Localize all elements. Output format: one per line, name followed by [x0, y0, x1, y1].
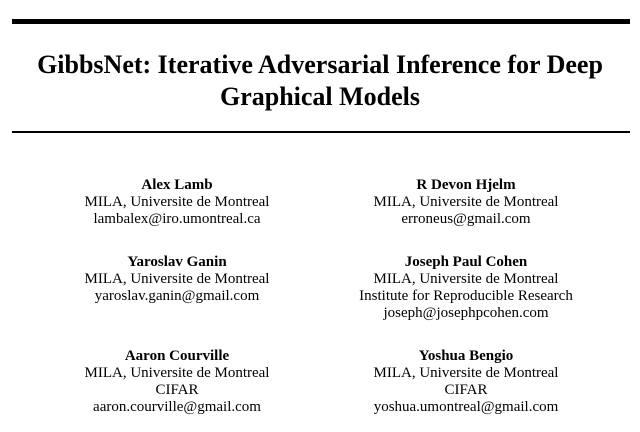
author-name: R Devon Hjelm: [416, 177, 516, 193]
author-affiliation: Institute for Reproducible Research: [359, 288, 573, 304]
author-affiliation: MILA, Universite de Montreal: [373, 365, 559, 381]
title-line: Graphical Models: [219, 82, 421, 111]
author-name: Aaron Courville: [124, 348, 230, 364]
title-top-rule: [12, 19, 630, 24]
author-name: Yaroslav Ganin: [127, 254, 227, 270]
title-line: GibbsNet: Iterative Adversarial Inference for Deep: [37, 50, 603, 79]
author-affiliation: MILA, Universite de Montreal: [373, 194, 559, 210]
author-affiliation: MILA, Universite de Montreal: [84, 365, 270, 381]
author-affiliation: MILA, Universite de Montreal: [84, 194, 270, 210]
author-affiliation: MILA, Universite de Montreal: [84, 271, 270, 287]
author-affiliation: MILA, Universite de Montreal: [373, 271, 559, 287]
author-email: lambalex@iro.umontreal.ca: [93, 211, 261, 227]
author-affiliation: CIFAR: [155, 382, 199, 398]
author-name: Joseph Paul Cohen: [404, 254, 528, 270]
author-block: [27, 177, 327, 228]
author-email: erroneus@gmail.com: [401, 211, 531, 227]
author-email: yaroslav.ganin@gmail.com: [94, 288, 260, 304]
author-affiliation: CIFAR: [444, 382, 488, 398]
author-block: [316, 348, 616, 416]
author-name: Yoshua Bengio: [418, 348, 514, 364]
author-email: joseph@josephpcohen.com: [383, 305, 549, 321]
author-block: [27, 254, 327, 305]
author-block: [27, 348, 327, 416]
author-name: Alex Lamb: [141, 177, 213, 193]
author-block: [316, 254, 616, 322]
author-block: [316, 177, 616, 228]
title-bottom-rule: [12, 131, 630, 133]
paper-title: [0, 49, 640, 113]
author-email: yoshua.umontreal@gmail.com: [373, 399, 559, 415]
author-email: aaron.courville@gmail.com: [93, 399, 261, 415]
